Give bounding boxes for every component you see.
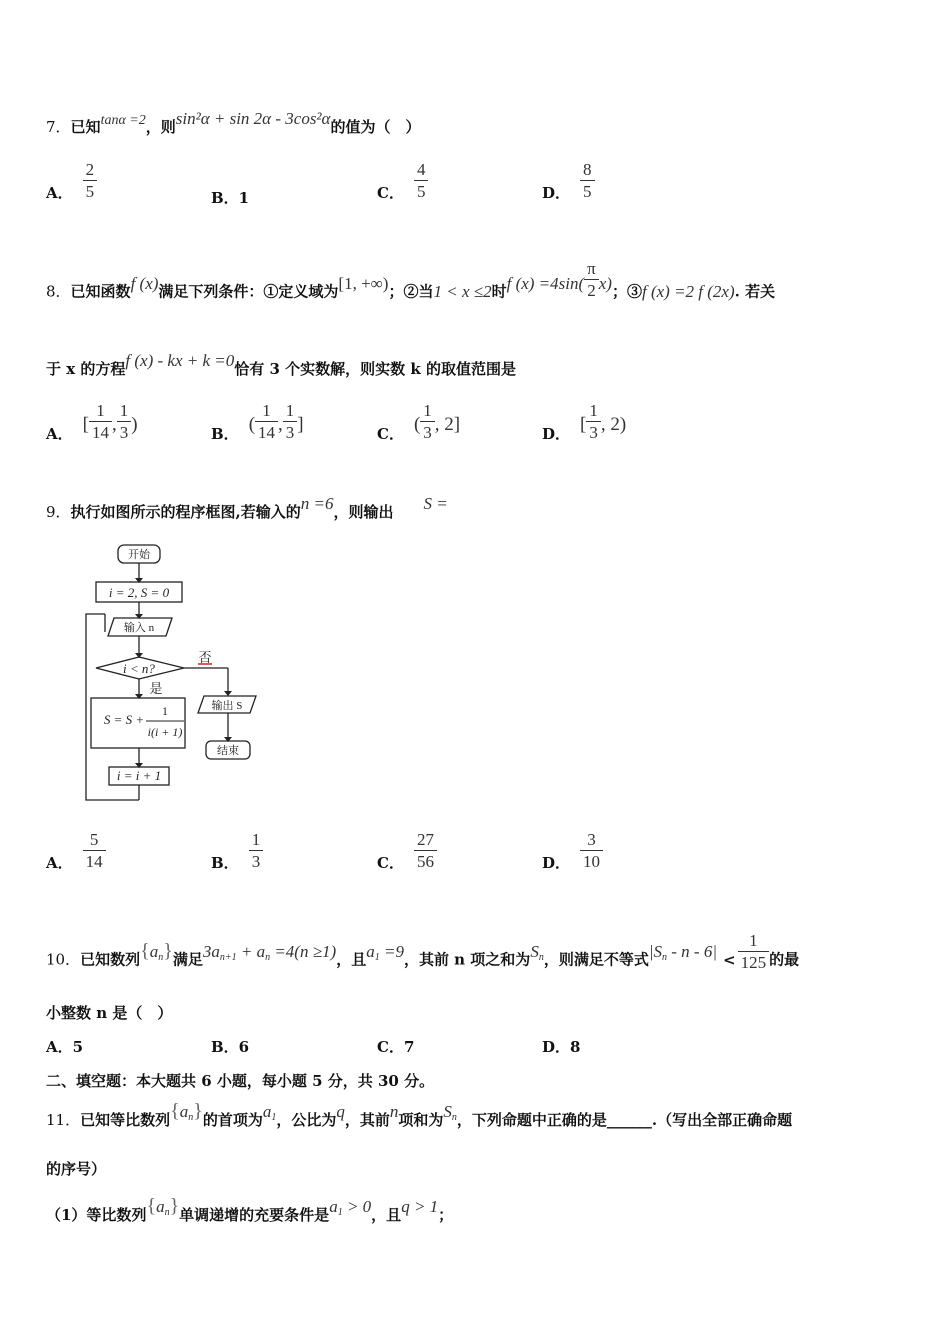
question-text: ，则满足不等式 <box>543 950 649 969</box>
bracket: [ <box>82 413 89 435</box>
math-term: a <box>262 1102 272 1121</box>
option-label: D． <box>542 853 571 872</box>
option-label: C．7 <box>377 1038 415 1056</box>
question-text: ；②当 <box>388 282 434 301</box>
option-label: B． <box>211 853 239 872</box>
pi-fraction <box>584 259 599 302</box>
math-subscript: 1 <box>337 1207 343 1218</box>
q10-option-c[interactable] <box>377 1036 414 1057</box>
fraction-numerator: 1 <box>285 401 295 420</box>
question-text: 满足 <box>172 950 203 969</box>
option-fraction <box>414 160 429 203</box>
question-number: 7． <box>46 118 71 136</box>
question-text: ，其前 n 项之和为 <box>403 950 531 969</box>
question-10-line2 <box>46 1002 172 1023</box>
fraction-numerator: 1 <box>589 401 598 420</box>
question-text: ，下列命题中正确的是______.（写出全部正确命题 <box>456 1111 793 1129</box>
bracket: ( <box>248 413 256 435</box>
fraction-numerator: 1 <box>423 401 432 420</box>
bracket: ( <box>413 413 421 435</box>
section-title: 二、填空题：本大题共 6 小题，每小题 5 分，共 30 分。 <box>46 1072 435 1090</box>
fraction-denominator: 10 <box>580 850 603 873</box>
fraction-numerator: 1 <box>119 401 129 420</box>
q9-option-d[interactable] <box>542 830 603 885</box>
option-label: C． <box>377 853 404 872</box>
question-11-line2 <box>46 1158 106 1179</box>
question-text: 已知 <box>70 118 101 136</box>
option-label: A． <box>46 183 73 202</box>
question-text: 的最 <box>769 950 800 969</box>
option-label: D．8 <box>542 1038 581 1056</box>
question-text: 已知函数 <box>70 282 131 301</box>
question-text: 已知等比数列 <box>80 1111 171 1129</box>
question-text: ，且 <box>336 950 367 969</box>
fraction-denominator: 125 <box>738 951 770 974</box>
math-range: 1 < x ≤2 <box>433 281 492 301</box>
fraction-denominator: 14 <box>255 421 278 444</box>
option-fraction <box>580 160 595 203</box>
question-text: 的值为（ ） <box>330 118 421 136</box>
math-subscript: n <box>662 951 668 963</box>
fraction <box>586 401 601 444</box>
flow-end-text: 结束 <box>217 745 239 757</box>
q8-option-d[interactable] <box>542 401 627 456</box>
math-subscript: 1 <box>271 1112 277 1123</box>
math-sequence: a <box>149 941 159 961</box>
option-fraction <box>580 830 603 873</box>
flow-input-text: 输入 n <box>123 622 155 634</box>
math-ratio: q <box>336 1102 345 1121</box>
fraction-denominator: 14 <box>89 421 112 444</box>
fraction-numerator: 3 <box>587 830 596 849</box>
fraction-denominator: 3 <box>249 850 264 873</box>
question-text: 于 x 的方程 <box>46 360 126 378</box>
q9-option-c[interactable] <box>377 830 437 885</box>
q8-option-c[interactable] <box>377 401 461 456</box>
question-11: 11．已知等比数列$\{a_n\}$的首项为$a_1$，公比为q，其前n项和为$S_n$，下列命题中正确的是______.（写出全部正确命题 <box>46 1100 793 1129</box>
option-label: A．5 <box>46 1038 84 1056</box>
question-text: 单调递增的充要条件是 <box>179 1206 330 1224</box>
flow-no-label: 否 <box>198 650 212 665</box>
question-7 <box>46 109 421 137</box>
math-sequence: a <box>179 1102 189 1121</box>
fraction <box>89 401 112 444</box>
math-subscript: n <box>164 1207 170 1218</box>
fraction-numerator: 5 <box>89 830 99 849</box>
fraction-denominator: 5 <box>414 180 429 203</box>
question-8-line2 <box>46 351 516 379</box>
question-text: ；③ <box>611 282 642 301</box>
math-term: =9 <box>379 941 404 961</box>
flow-body-denominator: i(i + 1) <box>147 725 183 739</box>
fraction-numerator: 1 <box>96 401 105 420</box>
math-recurrence: =4(n ≥1) <box>270 941 337 961</box>
q7-option-b[interactable] <box>211 187 249 208</box>
question-text: 的序号） <box>46 1160 107 1178</box>
question-8 <box>46 259 776 314</box>
math-input: n =6 <box>300 494 334 513</box>
q9-option-b[interactable] <box>211 830 263 885</box>
flow-body-text: S = S + <box>103 712 145 727</box>
option-label: A． <box>46 853 73 872</box>
math-less-than: < <box>723 950 736 969</box>
fraction-numerator: 1 <box>262 401 271 420</box>
q7-option-c[interactable] <box>377 160 428 215</box>
fraction-numerator: 2 <box>85 160 95 179</box>
fraction-denominator: 3 <box>117 421 132 444</box>
math-equation: f (x) - kx + k =0 <box>125 351 235 370</box>
math-inequality: - n - 6| <box>667 941 718 961</box>
math-subscript: n <box>538 951 544 963</box>
math-subscript: n <box>451 1112 457 1123</box>
math-domain: [1, +∞) <box>338 273 389 293</box>
q7-option-a[interactable] <box>46 160 97 215</box>
flow-condition-text: i < n? <box>123 661 155 676</box>
question-number: 9． <box>46 503 71 521</box>
option-fraction <box>249 830 264 873</box>
flow-init-text: i = 2, S = 0 <box>108 585 170 600</box>
math-recurrence: 3a <box>202 941 220 961</box>
flow-increment-text: i = i + 1 <box>116 768 162 783</box>
q8-option-b[interactable]: B． ( $\frac{1}{14}$ , $\frac{1}{3}$ ] <box>211 401 304 443</box>
question-text: 小整数 n 是（ ） <box>46 1004 173 1022</box>
math-recurrence: + a <box>236 941 266 961</box>
fraction-denominator: 3 <box>420 421 435 444</box>
bracket: ] <box>297 413 304 435</box>
q7-option-d[interactable] <box>542 160 595 215</box>
option-label: C． <box>377 424 404 443</box>
section-heading <box>46 1070 434 1091</box>
option-label: D． <box>542 424 571 443</box>
math-subscript: n <box>265 951 271 963</box>
option-label: C． <box>377 183 404 202</box>
q8-option-a[interactable]: A． [ $\frac{1}{14}$ , $\frac{1}{3}$ ) <box>46 401 138 443</box>
flow-output-text: 输出 S <box>211 700 243 712</box>
q10-option-a[interactable] <box>46 1036 83 1057</box>
fraction-denominator: 3 <box>283 421 298 444</box>
fraction <box>255 401 278 444</box>
flow-start-text: 开始 <box>128 549 150 561</box>
question-text: ，其前 <box>344 1111 390 1129</box>
fraction-denominator: 2 <box>584 279 599 302</box>
math-subscript: n+1 <box>219 951 237 963</box>
fraction-numerator: 8 <box>583 160 592 179</box>
math-term: a <box>329 1197 338 1216</box>
fraction <box>117 401 132 444</box>
fraction-denominator: 5 <box>580 180 595 203</box>
math-formula: f (x) =2 f (2x) <box>641 281 735 301</box>
question-text: 执行如图所示的程序框图,若输入的 <box>70 503 301 521</box>
math-term: > 0 <box>342 1197 372 1216</box>
option-fraction <box>414 830 437 873</box>
flow-body-numerator: 1 <box>162 704 168 718</box>
math-sequence: a <box>156 1197 165 1216</box>
question-text: ，则 <box>145 118 176 136</box>
math-subscript: n <box>188 1112 194 1123</box>
fraction-denominator: 56 <box>414 850 437 873</box>
fraction-numerator: 27 <box>416 830 434 849</box>
math-formula: x) <box>598 273 612 293</box>
question-text: ，公比为 <box>276 1111 337 1129</box>
question-number: 8． <box>46 282 71 301</box>
interval-end: , 2] <box>434 413 461 435</box>
q9-option-a[interactable] <box>46 830 106 885</box>
math-subscript: n <box>158 951 164 963</box>
flow-yes-label: 是 <box>149 681 163 696</box>
math-expression: sin²α + sin 2α - 3cos²α <box>175 109 331 128</box>
option-label: B． <box>211 424 239 443</box>
math-sum: S <box>443 1102 452 1121</box>
option-label: D． <box>542 183 571 202</box>
fraction <box>283 401 298 444</box>
fraction-denominator: 14 <box>83 850 106 873</box>
program-flowchart <box>80 540 280 805</box>
math-term: a <box>366 941 375 961</box>
fraction-denominator: 3 <box>586 421 601 444</box>
bracket: [ <box>580 413 587 435</box>
question-text: ，且 <box>371 1206 402 1224</box>
option-label: A． <box>46 424 73 443</box>
question-text: 已知数列 <box>80 950 141 969</box>
math-output: S = <box>423 494 448 513</box>
question-9 <box>46 494 448 522</box>
option-fraction <box>83 830 106 873</box>
option-label: B．1 <box>211 189 250 207</box>
question-text: （1）等比数列 <box>46 1206 147 1224</box>
math-formula: f (x) =4sin( <box>506 273 585 293</box>
fraction-numerator: π <box>587 259 596 278</box>
math-function: f (x) <box>130 273 159 293</box>
question-11-item1: （1）等比数列$\{a_n\}$单调递增的充要条件是$a_1 > 0$，且q > 1； <box>46 1195 454 1224</box>
fraction-numerator: 1 <box>749 931 758 950</box>
question-number: 11． <box>46 1111 81 1129</box>
question-text: ； <box>438 1206 454 1224</box>
question-text: ，则输出 <box>333 503 394 521</box>
question-text: 满足下列条件：①定义域为 <box>158 282 339 301</box>
math-subscript: 1 <box>374 951 380 963</box>
question-text: 恰有 3 个实数解，则实数 k 的取值范围是 <box>234 360 516 378</box>
math-inequality: |S <box>648 941 663 961</box>
question-text: 项和为 <box>398 1111 444 1129</box>
inequality-fraction <box>738 931 770 974</box>
q10-option-d[interactable] <box>542 1036 580 1057</box>
question-number: 10． <box>46 950 81 969</box>
question-10: 10．已知数列$\{a_n\}$满足$3a_{n+1} + a_n =4(n \ge 1)$，且$a_1 =9$，其前 n 项之和为$S_n$，则满足不等式$|S_n$ - n - 6| < $\frac{1}{125}$ 的最 <box>46 931 800 972</box>
fraction <box>420 401 435 444</box>
question-text: 时 <box>491 282 507 301</box>
question-text: 的首项为 <box>202 1111 263 1129</box>
question-text: . 若关 <box>734 282 776 301</box>
q10-option-b[interactable] <box>211 1036 249 1057</box>
math-sum: S <box>530 941 539 961</box>
bracket: ) <box>131 413 138 435</box>
math-condition: tanα =2 <box>100 113 146 128</box>
fraction-denominator: 5 <box>83 180 98 203</box>
option-label: B．6 <box>211 1038 250 1056</box>
option-fraction <box>83 160 98 203</box>
fraction-numerator: 1 <box>251 830 261 849</box>
fraction-numerator: 4 <box>416 160 426 179</box>
math-n: n <box>389 1102 399 1121</box>
interval-end: , 2) <box>600 413 627 435</box>
math-condition: q > 1 <box>401 1197 439 1216</box>
